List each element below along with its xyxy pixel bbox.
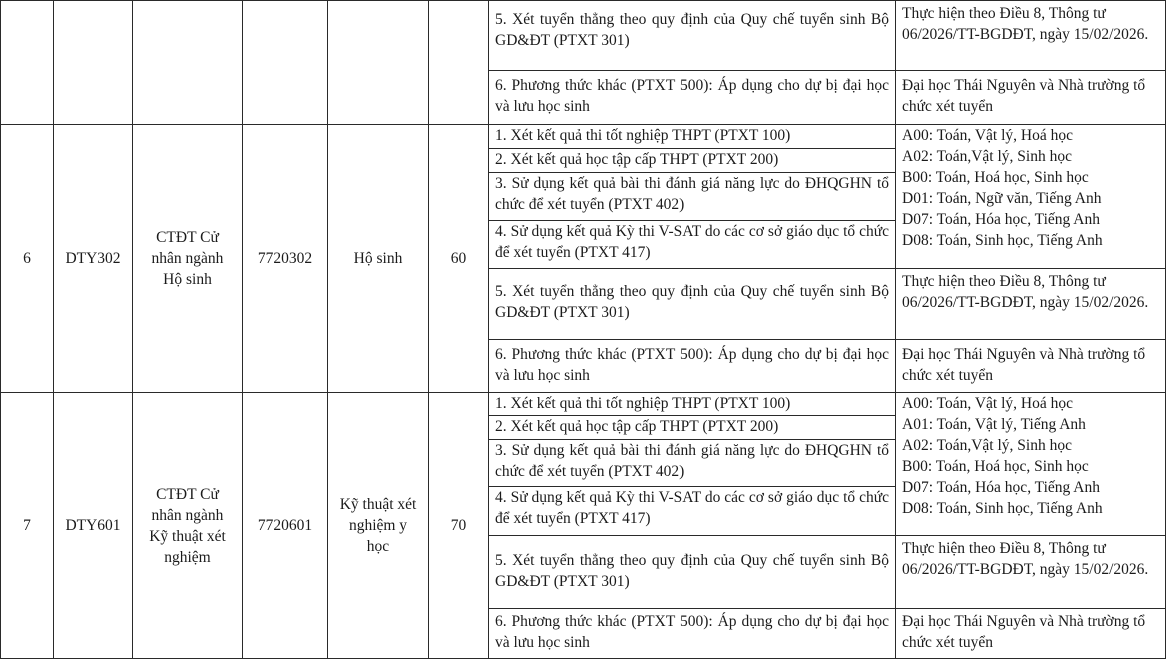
method-cell: 1. Xét kết quả thi tốt nghiệp THPT (PTXT 100)	[489, 393, 896, 416]
subject-combination: A02: Toán,Vật lý, Sinh học	[902, 148, 1072, 165]
method-cell: 1. Xét kết quả thi tốt nghiệp THPT (PTXT 100)	[489, 125, 896, 149]
method-cell: 5. Xét tuyển thẳng theo quy định của Quy chế tuyển sinh Bộ GD&ĐT (PTXT 301)	[489, 536, 896, 609]
method-cell: 6. Phương thức khác (PTXT 500): Áp dụng cho dự bị đại học và lưu học sinh	[489, 340, 896, 393]
subject-combination: A00: Toán, Vật lý, Hoá học	[902, 395, 1073, 412]
subject-combination: D07: Toán, Hóa học, Tiếng Anh	[902, 479, 1100, 496]
code-cell	[54, 1, 133, 125]
subject-combination: A00: Toán, Vật lý, Hoá học	[902, 127, 1073, 144]
method-cell: 6. Phương thức khác (PTXT 500): Áp dụng cho dự bị đại học và lưu học sinh	[489, 609, 896, 659]
direct-admission-note: Thực hiện theo Điều 8, Thông tư 06/2026/TT-BGDĐT, ngày 15/02/2026.	[896, 536, 1166, 609]
subject-combination: B00: Toán, Hoá học, Sinh học	[902, 169, 1089, 186]
method-cell: 5. Xét tuyển thẳng theo quy định của Quy chế tuyển sinh Bộ GD&ĐT (PTXT 301)	[489, 269, 896, 340]
code-cell: DTY601	[54, 393, 133, 659]
subject-combination: D08: Toán, Sinh học, Tiếng Anh	[902, 232, 1103, 249]
subject-combinations	[896, 393, 1166, 536]
other-method-note: Đại học Thái Nguyên và Nhà trường tổ chức xét tuyển	[896, 609, 1166, 659]
method-cell: 4. Sử dụng kết quả Kỳ thi V-SAT do các cơ sở giáo dục tổ chức để xét tuyển (PTXT 417)	[489, 221, 896, 269]
method-cell: 2. Xét kết quả học tập cấp THPT (PTXT 200)	[489, 149, 896, 173]
major-code-cell: 7720302	[243, 125, 328, 393]
program-cell	[133, 1, 243, 125]
method-cell: 2. Xét kết quả học tập cấp THPT (PTXT 200)	[489, 416, 896, 440]
major-cell: Hộ sinh	[328, 125, 429, 393]
subject-combination: A01: Toán, Vật lý, Tiếng Anh	[902, 416, 1086, 433]
major-code-cell	[243, 1, 328, 125]
stt-cell: 7	[1, 393, 54, 659]
subject-combination: D07: Toán, Hóa học, Tiếng Anh	[902, 211, 1100, 228]
quota-cell: 60	[429, 125, 489, 393]
method-cell: 3. Sử dụng kết quả bài thi đánh giá năng lực do ĐHQGHN tổ chức để xét tuyển (PTXT 402)	[489, 173, 896, 221]
program-cell: CTĐT Cử nhân ngành Kỹ thuật xét nghiệm	[133, 393, 243, 659]
code-cell: DTY302	[54, 125, 133, 393]
subject-combination: D01: Toán, Ngữ văn, Tiếng Anh	[902, 190, 1102, 207]
method-cell: 5. Xét tuyển thẳng theo quy định của Quy chế tuyển sinh Bộ GD&ĐT (PTXT 301)	[489, 1, 896, 71]
method-cell: 6. Phương thức khác (PTXT 500): Áp dụng cho dự bị đại học và lưu học sinh	[489, 71, 896, 125]
major-cell: Kỹ thuật xét nghiệm y học	[328, 393, 429, 659]
subject-combinations	[896, 125, 1166, 269]
direct-admission-note: Thực hiện theo Điều 8, Thông tư 06/2026/TT-BGDĐT, ngày 15/02/2026.	[896, 269, 1166, 340]
other-method-note: Đại học Thái Nguyên và Nhà trường tổ chức xét tuyển	[896, 71, 1166, 125]
other-method-note: Đại học Thái Nguyên và Nhà trường tổ chức xét tuyển	[896, 340, 1166, 393]
stt-cell: 6	[1, 125, 54, 393]
major-cell	[328, 1, 429, 125]
stt-cell	[1, 1, 54, 125]
subject-combination: A02: Toán,Vật lý, Sinh học	[902, 437, 1072, 454]
method-cell: 3. Sử dụng kết quả bài thi đánh giá năng lực do ĐHQGHN tổ chức để xét tuyển (PTXT 402)	[489, 440, 896, 487]
quota-cell	[429, 1, 489, 125]
method-cell: 4. Sử dụng kết quả Kỳ thi V-SAT do các cơ sở giáo dục tổ chức để xét tuyển (PTXT 417)	[489, 487, 896, 536]
subject-combination: D08: Toán, Sinh học, Tiếng Anh	[902, 500, 1103, 517]
subject-combination: B00: Toán, Hoá học, Sinh học	[902, 458, 1089, 475]
table-row	[1, 393, 1166, 416]
major-code-cell: 7720601	[243, 393, 328, 659]
quota-cell: 70	[429, 393, 489, 659]
table-row	[1, 1, 1166, 71]
table-row	[1, 125, 1166, 149]
direct-admission-note: Thực hiện theo Điều 8, Thông tư 06/2026/TT-BGDĐT, ngày 15/02/2026.	[896, 1, 1166, 71]
program-cell: CTĐT Cử nhân ngành Hộ sinh	[133, 125, 243, 393]
